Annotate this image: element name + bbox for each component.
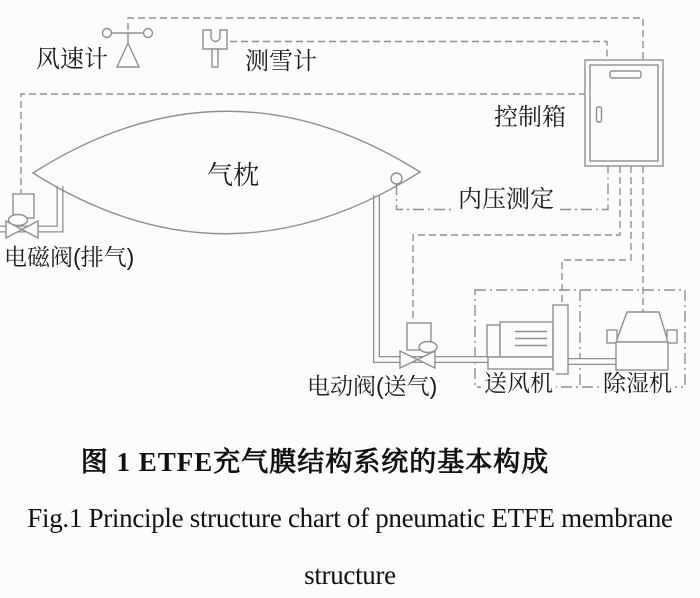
- pressure-measurement-label: 内压测定: [455, 187, 557, 213]
- snow-gauge-icon: [203, 30, 227, 67]
- blower-icon: [487, 305, 568, 374]
- figure-caption-en-line1: Fig.1 Principle structure chart of pneumatic ETFE membrane: [27, 503, 673, 533]
- supply-pipe: [377, 195, 491, 360]
- control-box-icon: [585, 60, 663, 166]
- pressure-sensor-port: [391, 173, 402, 184]
- blower-label: 送风机: [481, 371, 556, 396]
- air-pillow-label: 气枕: [207, 160, 260, 190]
- dehumidifier-label: 除湿机: [600, 371, 675, 396]
- anemometer-label: 风速计: [36, 46, 108, 73]
- figure-caption-zh: 图 1 ETFE充气膜结构系统的基本构成: [80, 447, 550, 477]
- electric-valve-label: 电动阀(送气): [307, 373, 438, 399]
- control-box-label: 控制箱: [494, 104, 566, 131]
- dehumidifier-icon: [607, 312, 677, 370]
- figure-caption-en-line2: structure: [304, 560, 396, 590]
- solenoid-valve-label: 电磁阀(排气): [4, 244, 135, 270]
- anemometer-icon: [103, 29, 153, 68]
- snow-gauge-label: 测雪计: [245, 48, 317, 75]
